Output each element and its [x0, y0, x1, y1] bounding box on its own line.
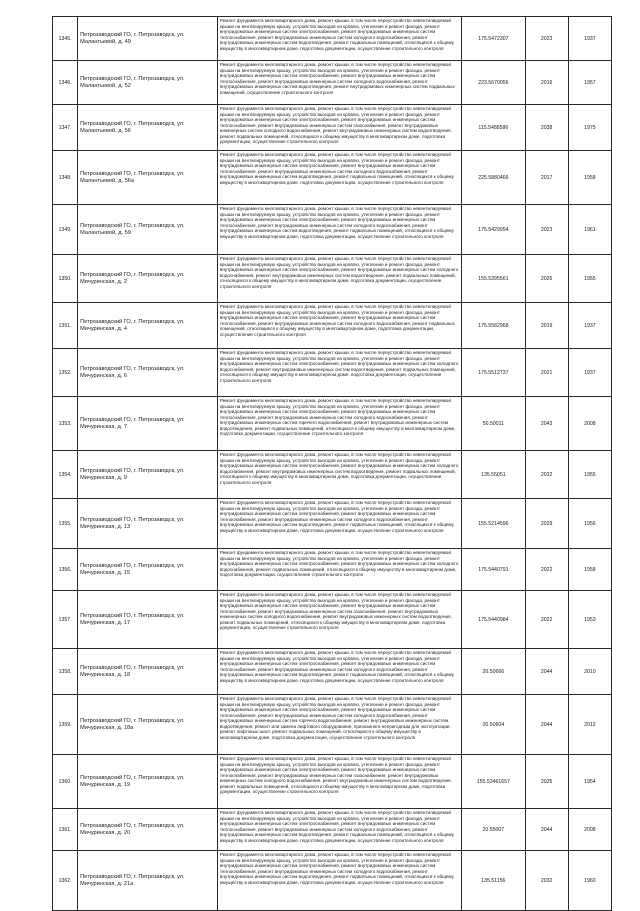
table-row [53, 303, 612, 349]
table-body [53, 17, 612, 911]
table-row [53, 105, 612, 151]
table-row [53, 349, 612, 397]
works-description-cell: Ремонт фундамента многоквартирного дома, ремонт крыши, в том числе переустройство невентилируемой крыши на вентилируемую крышу, устройство выходов на кровлю, утепление и ремонт фасада, ремонт внутридомовых инженерных систем электроснабжения, ремонт внутридомовых инженерных систем теплоснабжения, ремонт внутридомовых инженерных систем холодного водоснабжения, ремонт внутридомовых инженерных систем водоотведения, ремонт подвальных помещений, относящихся к общему имуществу в многоквартирном доме, подготовка документации, осуществление строительного контроля [217, 499, 461, 549]
table-row [53, 17, 612, 61]
address-cell: Петрозаводский ГО, г. Петрозаводск, ул. Мичуринская, д. 20 [78, 809, 218, 851]
built-year-cell: 1937 [568, 303, 611, 349]
row-number-cell: 1347. [53, 105, 78, 151]
works-description-cell: Ремонт фундамента многоквартирного дома, ремонт крыши, в том числе переустройство невентилируемой крыши на вентилируемую крышу, устройство выходов на кровлю, утепление и ремонт фасада, ремонт внутридомовых инженерных систем электроснабжения, ремонт внутридомовых инженерных систем теплоснабжения, ремонт внутридомовых инженерных систем холодного водоснабжения, ремонт внутридомовых инженерных систем водоотведения, ремонт внутридомовых инженерных систем подвальных помещений, осуществление строительного контроля [217, 61, 461, 105]
row-number-cell: 1353. [53, 397, 78, 451]
works-description-cell: Ремонт фундамента многоквартирного дома, ремонт крыши, в том числе переустройство невентилируемой крыши на вентилируемую крышу, устройство выходов на кровлю, утепление и ремонт фасада, ремонт внутридомовых инженерных систем электроснабжения, ремонт внутридомовых инженерных систем теплоснабжения, ремонт внутридомовых инженерных систем холодного водоснабжения, ремонт внутридомовых инженерных систем горячего водоснабжения, ремонт внутридомовых инженерных систем водоотведения, ремонт или замена лифтового оборудования, признанного непригодным для эксплуатации, ремонт лифтовых шахт, ремонт подвальных помещений, относящихся к общему имуществу в многоквартирном доме, подготовка документации, осуществление строительного контроля [217, 695, 461, 755]
built-year-cell: 1937 [568, 17, 611, 61]
document-page [52, 16, 612, 898]
cost-cell: 135.55051 [462, 451, 525, 499]
repair-year-cell: 2022 [525, 549, 568, 591]
address-cell: Петрозаводский ГО, г. Петрозаводск, ул. Малантьевой, д. 59 [78, 205, 218, 255]
built-year-cell: 1937 [568, 349, 611, 397]
repair-year-cell: 2044 [525, 695, 568, 755]
row-number-cell: 1362. [53, 851, 78, 911]
row-number-cell: 1354. [53, 451, 78, 499]
repair-year-cell: 2044 [525, 809, 568, 851]
works-description-cell: Ремонт фундамента многоквартирного дома, ремонт крыши, в том числе переустройство невентилируемой крыши на вентилируемую крышу, устройство выходов на кровлю, утепление и ремонт фасада, ремонт внутридомовых инженерных систем электроснабжения, ремонт внутридомовых инженерных систем теплоснабжения, ремонт внутридомовых инженерных систем холодного водоснабжения, ремонт подвальных помещений, относящихся к общему имуществу в многоквартирном доме, подготовка документации, осуществление строительного контроля [217, 303, 461, 349]
table-row [53, 61, 612, 105]
cost-cell: 155.53461657 [462, 755, 525, 809]
built-year-cell: 1960 [568, 851, 611, 911]
built-year-cell: 1961 [568, 205, 611, 255]
built-year-cell: 1958 [568, 151, 611, 205]
works-description-cell: Ремонт фундамента многоквартирного дома, ремонт крыши, в том числе переустройство невентилируемой крыши на вентилируемую крышу, устройство выходов на кровлю, утепление и ремонт фасада, ремонт внутридомовых инженерных систем электроснабжения, ремонт внутридомовых инженерных систем теплоснабжения, ремонт внутридомовых инженерных систем холодного водоснабжения, ремонт внутридомовых инженерных систем водоотведения, ремонт подвальных помещений, относящихся к общему имуществу в многоквартирном доме, подготовка документации, осуществление строительного контроля [217, 17, 461, 61]
cost-cell: 175.5440984 [462, 591, 525, 649]
repair-year-cell: 2032 [525, 451, 568, 499]
address-cell: Петрозаводский ГО, г. Петрозаводск, ул. Мичуринская, д. 9 [78, 451, 218, 499]
address-cell: Петрозаводский ГО, г. Петрозаводск, ул. Мичуринская, д. 18 [78, 649, 218, 695]
address-cell: Петрозаводский ГО, г. Петрозаводск, ул. Малантьевой, д. 56а [78, 151, 218, 205]
row-number-cell: 1361. [53, 809, 78, 851]
cost-cell: 20.50666 [462, 649, 525, 695]
built-year-cell: 2008 [568, 809, 611, 851]
works-description-cell: Ремонт фундамента многоквартирного дома, ремонт крыши, в том числе переустройство невентилируемой крыши на вентилируемую крышу, устройство выходов на кровлю, утепление и ремонт фасада, ремонт внутридомовых инженерных систем электроснабжения, ремонт внутридомовых инженерных систем теплоснабжения, ремонт внутридомовых инженерных систем холодного водоснабжения, ремонт внутридомовых инженерных систем водоотведения, ремонт подвальных помещений, относящихся к общему имуществу в многоквартирном доме, подготовка документации, осуществление строительного контроля [217, 649, 461, 695]
cost-cell: 50.50011 [462, 397, 525, 451]
address-cell: Петрозаводский ГО, г. Петрозаводск, ул. Мичуринская, д. 18а [78, 695, 218, 755]
row-number-cell: 1348. [53, 151, 78, 205]
address-cell: Петрозаводский ГО, г. Петрозаводск, ул. Мичуринская, д. 21а [78, 851, 218, 911]
repair-year-cell: 2029 [525, 499, 568, 549]
built-year-cell: 2010 [568, 649, 611, 695]
address-cell: Петрозаводский ГО, г. Петрозаводск, ул. Мичуринская, д. 17 [78, 591, 218, 649]
address-cell: Петрозаводский ГО, г. Петрозаводск, ул. Малантьевой, д. 52 [78, 61, 218, 105]
table-row [53, 649, 612, 695]
built-year-cell: 1975 [568, 105, 611, 151]
row-number-cell: 1357. [53, 591, 78, 649]
built-year-cell: 1954 [568, 755, 611, 809]
cost-cell: 223.5670056 [462, 61, 525, 105]
cost-cell: 115.5488586 [462, 105, 525, 151]
row-number-cell: 1355. [53, 499, 78, 549]
row-number-cell: 1356. [53, 549, 78, 591]
address-cell: Петрозаводский ГО, г. Петрозаводск, ул. Малантьевой, д. 49 [78, 17, 218, 61]
row-number-cell: 1358. [53, 649, 78, 695]
repair-year-cell: 2044 [525, 649, 568, 695]
row-number-cell: 1351. [53, 303, 78, 349]
cost-cell: 175.5512737 [462, 349, 525, 397]
built-year-cell: 1957 [568, 61, 611, 105]
address-cell: Петрозаводский ГО, г. Петрозаводск, ул. Мичуринская, д. 19 [78, 755, 218, 809]
table-row [53, 591, 612, 649]
cost-cell: 20.50604 [462, 695, 525, 755]
table-row [53, 851, 612, 911]
repair-year-cell: 2023 [525, 17, 568, 61]
cost-cell: 175.5472307 [462, 17, 525, 61]
cost-cell: 175.5440791 [462, 549, 525, 591]
repair-schedule-table [52, 16, 612, 911]
works-description-cell: Ремонт фундамента многоквартирного дома, ремонт крыши, в том числе переустройство невентилируемой крыши на вентилируемую крышу, устройство выходов на кровлю, утепление и ремонт фасада, ремонт внутридомовых инженерных систем электроснабжения, ремонт внутридомовых инженерных систем теплоснабжения, ремонт внутридомовых инженерных систем холодного водоснабжения, ремонт внутридомовых инженерных систем водоотведения, ремонт подвальных помещений, относящихся к общему имуществу в многоквартирном доме, подготовка документации, осуществление строительного контроля [217, 809, 461, 851]
row-number-cell: 1345. [53, 17, 78, 61]
row-number-cell: 1346. [53, 61, 78, 105]
address-cell: Петрозаводский ГО, г. Петрозаводск, ул. Мичуринская, д. 4 [78, 303, 218, 349]
repair-year-cell: 2016 [525, 61, 568, 105]
address-cell: Петрозаводский ГО, г. Петрозаводск, ул. Мичуринская, д. 2 [78, 255, 218, 303]
works-description-cell: Ремонт фундамента многоквартирного дома, ремонт крыши, в том числе переустройство невентилируемой крыши на вентилируемую крышу, устройство выходов на кровлю, утепление и ремонт фасада, ремонт внутридомовых инженерных систем электроснабжения, ремонт внутридомовых инженерных систем теплоснабжения, ремонт внутридомовых инженерных систем газоснабжения, ремонт внутридомовых инженерных систем холодного водоснабжения, ремонт внутридомовых инженерных систем водоотведения, ремонт подвальных помещений, относящихся к общему имуществу в многоквартирном доме, подготовка документации, осуществление строительного контроля [217, 591, 461, 649]
cost-cell: 175.5429954 [462, 205, 525, 255]
table-row [53, 809, 612, 851]
address-cell: Петрозаводский ГО, г. Петрозаводск, ул. Малантьевой, д. 56 [78, 105, 218, 151]
repair-year-cell: 2026 [525, 255, 568, 303]
address-cell: Петрозаводский ГО, г. Петрозаводск, ул. Мичуринская, д. 6 [78, 349, 218, 397]
cost-cell: 175.5582968 [462, 303, 525, 349]
built-year-cell: 1955 [568, 451, 611, 499]
works-description-cell: Ремонт фундамента многоквартирного дома, ремонт крыши, в том числе переустройство невентилируемой крыши на вентилируемую крышу, устройство выходов на кровлю, утепление и ремонт фасада, ремонт внутридомовых инженерных систем электроснабжения, ремонт внутридомовых инженерных систем холодного водоснабжения, ремонт внутридомовых инженерных систем водоотведения, ремонт подвальных помещений, относящихся к общему имуществу в многоквартирном доме, подготовка документации, осуществление строительного контроля [217, 349, 461, 397]
works-description-cell: Ремонт фундамента многоквартирного дома, ремонт крыши, в том числе переустройство невентилируемой крыши на вентилируемую крышу, устройство выходов на кровлю, утепление и ремонт фасада, ремонт внутридомовых инженерных систем электроснабжения, ремонт внутридомовых инженерных систем холодного водоснабжения, ремонт подвальных помещений, относящихся к общему имуществу в многоквартирном доме, подготовка документации, осуществление строительного контроля [217, 549, 461, 591]
cost-cell: 20.55007 [462, 809, 525, 851]
address-cell: Петрозаводский ГО, г. Петрозаводск, ул. Мичуринская, д. 7 [78, 397, 218, 451]
table-row [53, 499, 612, 549]
repair-year-cell: 2023 [525, 205, 568, 255]
built-year-cell: 2012 [568, 695, 611, 755]
repair-year-cell: 2038 [525, 105, 568, 151]
repair-year-cell: 2043 [525, 397, 568, 451]
table-row [53, 451, 612, 499]
works-description-cell: Ремонт фундамента многоквартирного дома, ремонт крыши, в том числе переустройство невентилируемой крыши на вентилируемую крышу, устройство выходов на кровлю, утепление и ремонт фасада, ремонт внутридомовых инженерных систем электроснабжения, ремонт внутридомовых инженерных систем теплоснабжения, ремонт внутридомовых инженерных систем холодного водоснабжения, ремонт внутридомовых инженерных систем водоотведения, ремонт подвальных помещений, относящихся к общему имуществу в многоквартирном доме, подготовка документации, осуществление строительного контроля [217, 205, 461, 255]
table-row [53, 255, 612, 303]
built-year-cell: 2008 [568, 397, 611, 451]
address-cell: Петрозаводский ГО, г. Петрозаводск, ул. Мичуринская, д. 15 [78, 549, 218, 591]
repair-year-cell: 2021 [525, 349, 568, 397]
built-year-cell: 1953 [568, 591, 611, 649]
row-number-cell: 1359. [53, 695, 78, 755]
repair-year-cell: 2025 [525, 755, 568, 809]
table-row [53, 695, 612, 755]
works-description-cell: Ремонт фундамента многоквартирного дома, ремонт крыши, в том числе переустройство невентилируемой крыши на вентилируемую крышу, устройство выходов на кровлю, утепление и ремонт фасада, ремонт внутридомовых инженерных систем электроснабжения, ремонт внутридомовых инженерных систем холодного водоснабжения, ремонт внутридомовых инженерных систем водоотведения, ремонт подвальных помещений, относящихся к общему имуществу в многоквартирном доме, подготовка документации, осуществление строительного контроля [217, 451, 461, 499]
works-description-cell: Ремонт фундамента многоквартирного дома, ремонт крыши, в том числе переустройство невентилируемой крыши на вентилируемую крышу, устройство выходов на кровлю, утепление и ремонт фасада, ремонт внутридомовых инженерных систем электроснабжения, ремонт внутридомовых инженерных систем теплоснабжения, ремонт внутридомовых инженерных систем холодного водоснабжения, ремонт внутридомовых инженерных систем горячего водоснабжения, ремонт внутридомовых инженерных систем водоотведения, ремонт подвальных помещений, относящихся к общему имуществу в многоквартирном доме, подготовка документации, осуществление строительного контроля [217, 397, 461, 451]
table-row [53, 549, 612, 591]
row-number-cell: 1352. [53, 349, 78, 397]
repair-year-cell: 2019 [525, 303, 568, 349]
repair-year-cell: 2017 [525, 151, 568, 205]
works-description-cell: Ремонт фундамента многоквартирного дома, ремонт крыши, в том числе переустройство невентилируемой крыши на вентилируемую крышу, устройство выходов на кровлю, утепление и ремонт фасада, ремонт внутридомовых инженерных систем электроснабжения, ремонт внутридомовых инженерных систем теплоснабжения, ремонт внутридомовых инженерных систем холодного водоснабжения, ремонт внутридомовых инженерных систем водоотведения, ремонт подвальных помещений, относящихся к общему имуществу в многоквартирном доме, подготовка документации, осуществление строительного контроля [217, 851, 461, 911]
works-description-cell: Ремонт фундамента многоквартирного дома, ремонт крыши, в том числе переустройство невентилируемой крыши на вентилируемую крышу, устройство выходов на кровлю, утепление и ремонт фасада, ремонт внутридомовых инженерных систем электроснабжения, ремонт внутридомовых инженерных систем теплоснабжения, ремонт внутридомовых инженерных систем холодного водоснабжения, ремонт внутридомовых инженерных систем водоотведения, ремонт подвальных помещений, относящихся к общему имуществу в многоквартирном доме, подготовка документации, осуществление строительного контроля [217, 151, 461, 205]
works-description-cell: Ремонт фундамента многоквартирного дома, ремонт крыши, в том числе переустройство невентилируемой крыши на вентилируемую крышу, устройство выходов на кровлю, утепление и ремонт фасада, ремонт внутридомовых инженерных систем электроснабжения, ремонт внутридомовых инженерных систем холодного водоснабжения, ремонт внутридомовых инженерных систем водоотведения, ремонт подвальных помещений, относящихся к общему имуществу в многоквартирном доме, подготовка документации, осуществление строительного контроля [217, 255, 461, 303]
row-number-cell: 1350. [53, 255, 78, 303]
address-cell: Петрозаводский ГО, г. Петрозаводск, ул. Мичуринская, д. 13 [78, 499, 218, 549]
built-year-cell: 1958 [568, 549, 611, 591]
cost-cell: 225.5880466 [462, 151, 525, 205]
repair-year-cell: 2032 [525, 851, 568, 911]
cost-cell: 155.5214596 [462, 499, 525, 549]
built-year-cell: 1955 [568, 255, 611, 303]
row-number-cell: 1360. [53, 755, 78, 809]
built-year-cell: 1956 [568, 499, 611, 549]
table-row [53, 755, 612, 809]
table-row [53, 151, 612, 205]
works-description-cell: Ремонт фундамента многоквартирного дома, ремонт крыши, в том числе переустройство невентилируемой крыши на вентилируемую крышу, устройство выходов на кровлю, утепление и ремонт фасада, ремонт внутридомовых инженерных систем электроснабжения, ремонт внутридомовых инженерных систем теплоснабжения, ремонт внутридомовых инженерных систем газоснабжения, ремонт внутридомовых инженерных систем холодного водоснабжения, ремонт внутридомовых инженерных систем водоотведения, ремонт подвальных помещений, относящихся к общему имуществу в многоквартирном доме, подготовка документации, осуществление строительного контроля [217, 105, 461, 151]
works-description-cell: Ремонт фундамента многоквартирного дома, ремонт крыши, в том числе переустройство невентилируемой крыши на вентилируемую крышу, устройство выходов на кровлю, утепление и ремонт фасада, ремонт внутридомовых инженерных систем электроснабжения, ремонт внутридомовых инженерных систем теплоснабжения, ремонт внутридомовых инженерных систем газоснабжения, ремонт внутридомовых инженерных систем холодного водоснабжения, ремонт внутридомовых инженерных систем водоотведения, ремонт подвальных помещений, относящихся к общему имуществу в многоквартирном доме, подготовка документации, осуществление строительного контроля [217, 755, 461, 809]
cost-cell: 155.5395561 [462, 255, 525, 303]
cost-cell: 135.51156 [462, 851, 525, 911]
table-row [53, 397, 612, 451]
table-row [53, 205, 612, 255]
repair-year-cell: 2022 [525, 591, 568, 649]
row-number-cell: 1349. [53, 205, 78, 255]
